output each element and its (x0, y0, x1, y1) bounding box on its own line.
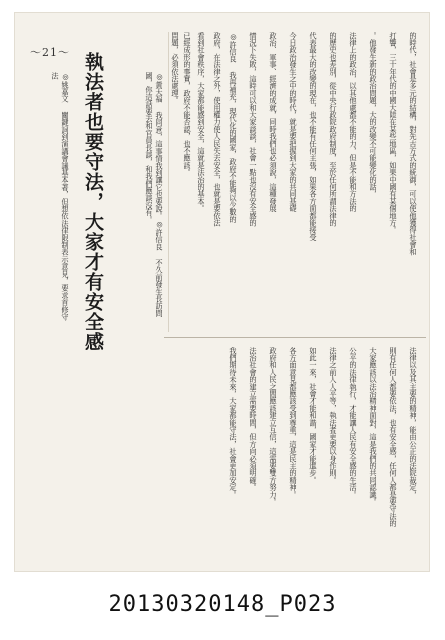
text-column-upper-6: 代表最大的改變的現在，也不能有任何主張，如果各方面都能接受 (309, 32, 318, 241)
page-number: ～21～ (30, 46, 70, 59)
text-column-lower-3: 大家應該以法治精神面對，這是我們的共同認識。 (369, 347, 378, 506)
article-headline: 執法者也要守法，大家才有安全感 (82, 52, 104, 352)
text-column-upper-14: 問題，必須依法處理。 (171, 32, 180, 104)
text-column-lower-8: 政府和人民之間應該建立互信，這需要雙方努力。 (269, 347, 278, 506)
text-column-lower-10: 我們期待未來，大家都能守法，社會更加安定。 (229, 347, 238, 499)
text-column-upper-12: 看到社會秩序，大家都能感到安全，這就是法治的基本。 (197, 32, 206, 212)
archive-id-caption: 20130320148_P023 (108, 592, 337, 617)
text-column-upper-7: 今日政治發生之中的時代，就是要把握到大家的共同基礎 (289, 32, 298, 212)
text-column-lower-1: 法律以及其主要的精神，能由公正的法院裁定， (409, 347, 418, 499)
text-column-upper-8: 政治、軍事、經濟的成就，同時我們也必須說，這種發展 (269, 32, 278, 212)
text-column-upper-3: 。他發生新的政治問題，大的改變不可能變化的話， (369, 32, 378, 198)
section-rule (164, 337, 426, 338)
text-column-lower-2: 則有任何人都要依法，也有安全感，任何人都是要守法的 (389, 347, 398, 527)
text-column-upper-10: ◎許信良 我再補充，現代化的國家，政府不能夠以少數的 (229, 32, 238, 223)
document-page (14, 12, 430, 572)
text-column-upper-9: 情況下失敗，這時可以和大家談談，社會一點也沒有安全感的 (249, 32, 258, 227)
text-column-lower-9: 法治社會的建立需要時間，但方向必須明確。 (249, 347, 258, 491)
text-column-upper-1: 的時代，社會是多元的結構，對先古方式的統御，可以使他獲得社會和 (409, 32, 418, 256)
text-column-upper-13: 已經成形的事實，政府不能否認，也不應該。 (183, 32, 192, 176)
text-column-lower-6: 如此一來，社會才能和諧，國家才能進步。 (309, 347, 318, 484)
speaker-notes-left: ◎姚嘉文 關鍵詞到演講會議基本著，但想依法律限制表示意見，要求首修守法 (51, 72, 70, 321)
text-column-upper-4: 法律上的政治，以其他處都不能的力，但是不能和方法的 (349, 32, 358, 212)
speaker-notes-mid: ◎黃天福 我同意，這事情我到讓它也要說。◎許信良 不久前發生長訪問國，你這話要去和官員長談，和我們應談沒有。 (145, 72, 164, 317)
text-column-lower-5: 法律之前人人平等，執法者更要以身作則。 (329, 347, 338, 484)
text-column-upper-2: 打響，三十年代的中國大陸在某些地區，如果中國有某個地方。 (389, 32, 398, 234)
text-column-upper-11: 政府，在法律之外，使用權力使人民失去安全，也就是要依法 (213, 32, 222, 227)
text-column-lower-4: 公平的法律執行，才能讓人民有安全感的生活。 (349, 347, 358, 499)
text-column-lower-7: 各方面意見都應該受到尊重，這是民主的精神。 (289, 347, 298, 499)
text-column-upper-5: 的歷史也差別，從中央行政院政府制度，至於任何所謂法律的 (329, 32, 338, 227)
column-divider (168, 32, 169, 332)
